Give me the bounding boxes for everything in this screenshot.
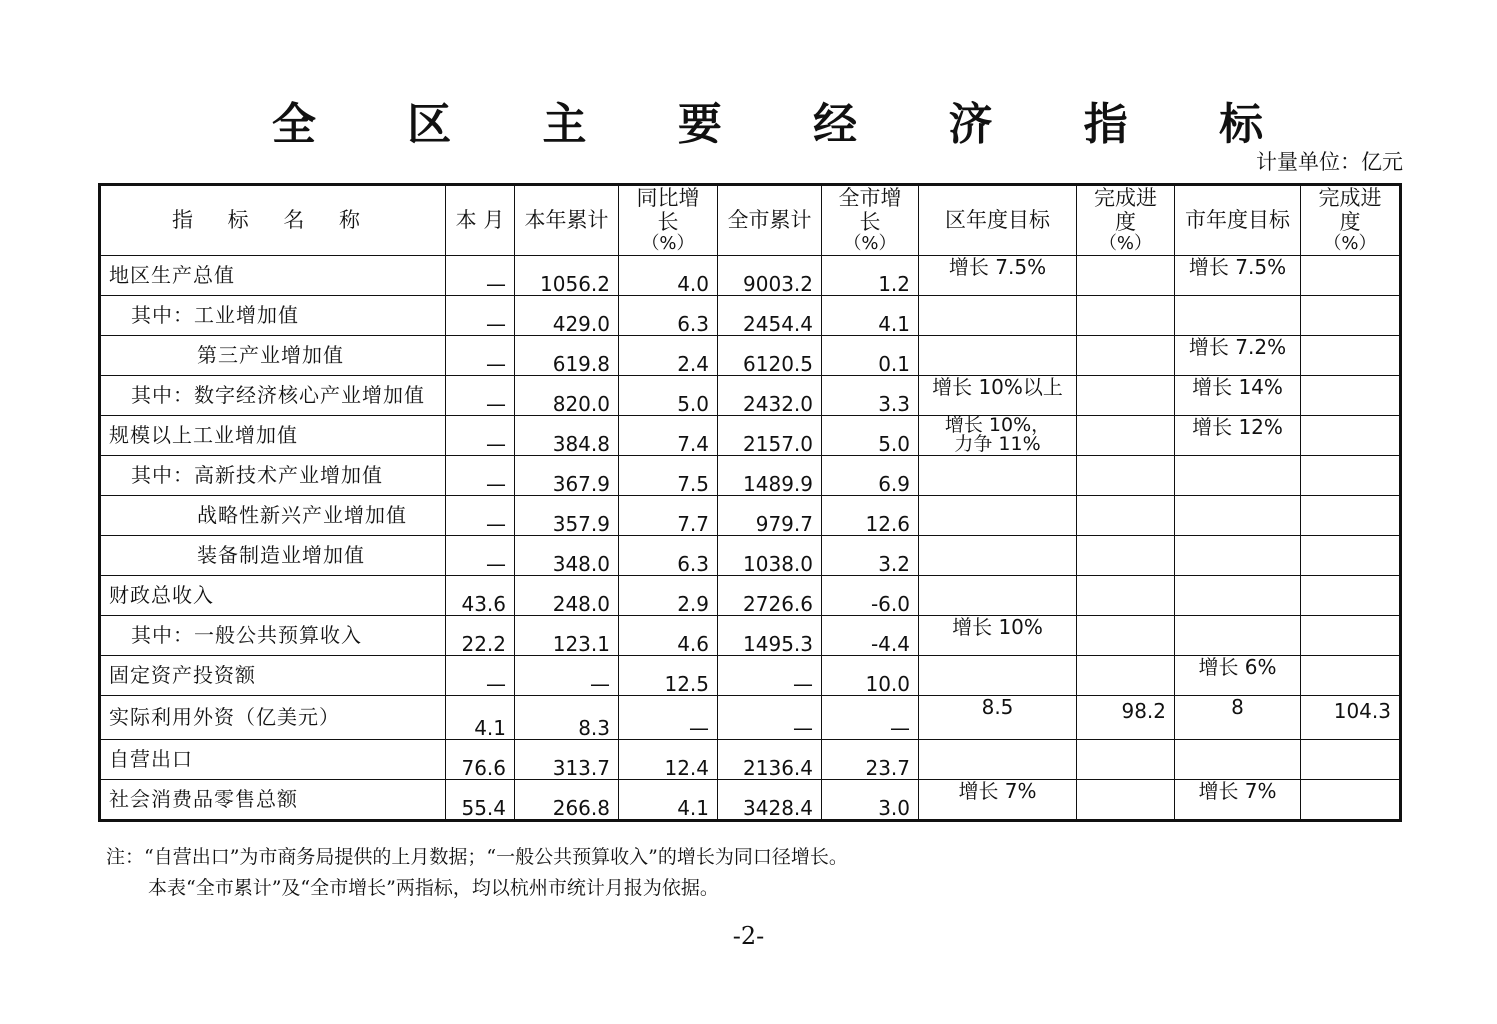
cell-district-progress bbox=[1077, 575, 1175, 615]
table-row bbox=[100, 375, 1401, 415]
cell-district-target bbox=[919, 335, 1077, 375]
cell-city-progress bbox=[1301, 655, 1401, 695]
row-name: 固定资产投资额 bbox=[100, 655, 446, 695]
cell-yoy: 6.3 bbox=[619, 535, 718, 575]
cell-month: 76.6 bbox=[446, 739, 515, 779]
cell-city-progress bbox=[1301, 335, 1401, 375]
table-row bbox=[100, 575, 1401, 615]
cell-ytd: 384.8 bbox=[515, 415, 619, 455]
cell-city-target bbox=[1175, 739, 1301, 779]
cell-district-progress bbox=[1077, 535, 1175, 575]
table-row bbox=[100, 295, 1401, 335]
cell-city-target bbox=[1175, 455, 1301, 495]
cell-city-target: 增长 7.2% bbox=[1175, 335, 1301, 375]
cell-city-ytd: 2136.4 bbox=[718, 739, 822, 779]
page-number: -2- bbox=[732, 922, 765, 950]
cell-ytd: 429.0 bbox=[515, 295, 619, 335]
cell-city-target bbox=[1175, 535, 1301, 575]
cell-month: — bbox=[446, 375, 515, 415]
cell-month: — bbox=[446, 335, 515, 375]
header-yoy-label: 同比增长 bbox=[636, 186, 700, 235]
cell-district-progress bbox=[1077, 615, 1175, 655]
cell-yoy: 2.4 bbox=[619, 335, 718, 375]
cell-yoy: 7.7 bbox=[619, 495, 718, 535]
cell-district-target bbox=[919, 295, 1077, 335]
cell-ytd: 8.3 bbox=[515, 695, 619, 739]
cell-city-growth: 3.0 bbox=[822, 779, 919, 820]
cell-district-progress bbox=[1077, 415, 1175, 455]
cell-city-ytd: 3428.4 bbox=[718, 779, 822, 820]
cell-yoy: 7.4 bbox=[619, 415, 718, 455]
cell-month: — bbox=[446, 255, 515, 295]
cell-district-target: 增长 7% bbox=[919, 779, 1077, 820]
cell-district-progress bbox=[1077, 455, 1175, 495]
cell-month: — bbox=[446, 295, 515, 335]
table-row bbox=[100, 335, 1401, 375]
cell-ytd: 123.1 bbox=[515, 615, 619, 655]
row-name: 社会消费品零售总额 bbox=[100, 779, 446, 820]
cell-city-progress bbox=[1301, 295, 1401, 335]
cell-city-target bbox=[1175, 295, 1301, 335]
cell-city-ytd: — bbox=[718, 695, 822, 739]
cell-month: 22.2 bbox=[446, 615, 515, 655]
header-district-progress-label: 完成进度 bbox=[1094, 186, 1157, 235]
row-name: 其中：一般公共预算收入 bbox=[100, 615, 446, 655]
table-row bbox=[100, 255, 1401, 295]
cell-ytd: 357.9 bbox=[515, 495, 619, 535]
cell-city-ytd: 2432.0 bbox=[718, 375, 822, 415]
cell-district-progress bbox=[1077, 655, 1175, 695]
row-name: 战略性新兴产业增加值 bbox=[100, 495, 446, 535]
cell-ytd: 266.8 bbox=[515, 779, 619, 820]
cell-city-progress bbox=[1301, 255, 1401, 295]
cell-city-target bbox=[1175, 615, 1301, 655]
row-name: 实际利用外资（亿美元） bbox=[100, 695, 446, 739]
cell-district-progress bbox=[1077, 739, 1175, 779]
cell-month: — bbox=[446, 495, 515, 535]
cell-city-growth: -6.0 bbox=[822, 575, 919, 615]
cell-district-progress bbox=[1077, 779, 1175, 820]
district-target-line1: 增长 10%， bbox=[944, 413, 1051, 436]
cell-city-target bbox=[1175, 575, 1301, 615]
header-city-progress-unit: （%） bbox=[1323, 233, 1377, 255]
cell-city-ytd: 2454.4 bbox=[718, 295, 822, 335]
cell-city-ytd: — bbox=[718, 655, 822, 695]
district-target-line2: 力争 11% bbox=[954, 432, 1041, 455]
header-city-ytd: 全市累计 bbox=[718, 185, 822, 256]
cell-yoy: 12.4 bbox=[619, 739, 718, 779]
cell-district-target: 8.5 bbox=[919, 695, 1077, 739]
cell-city-target: 增长 7% bbox=[1175, 779, 1301, 820]
cell-city-progress bbox=[1301, 455, 1401, 495]
cell-month: — bbox=[446, 655, 515, 695]
cell-district-progress bbox=[1077, 255, 1175, 295]
cell-yoy: 7.5 bbox=[619, 455, 718, 495]
row-name: 财政总收入 bbox=[100, 575, 446, 615]
cell-city-growth: — bbox=[822, 695, 919, 739]
cell-district-progress: 98.2 bbox=[1077, 695, 1175, 739]
cell-district-target: 增长 10% bbox=[919, 615, 1077, 655]
cell-month: 43.6 bbox=[446, 575, 515, 615]
header-ytd: 本年累计 bbox=[515, 185, 619, 256]
header-city-progress bbox=[1301, 185, 1401, 256]
table-row bbox=[100, 455, 1401, 495]
cell-city-growth: 6.9 bbox=[822, 455, 919, 495]
cell-city-growth: 3.3 bbox=[822, 375, 919, 415]
cell-city-target: 8 bbox=[1175, 695, 1301, 739]
cell-city-progress bbox=[1301, 739, 1401, 779]
cell-city-ytd: 2726.6 bbox=[718, 575, 822, 615]
cell-district-target: 增长 7.5% bbox=[919, 255, 1077, 295]
cell-month: 4.1 bbox=[446, 695, 515, 739]
table-row bbox=[100, 415, 1401, 455]
cell-district-target bbox=[919, 455, 1077, 495]
cell-yoy: 6.3 bbox=[619, 295, 718, 335]
footnote-1: 注：“自营出口”为市商务局提供的上月数据；“一般公共预算收入”的增长为同口径增长。 bbox=[106, 846, 848, 868]
cell-district-progress bbox=[1077, 295, 1175, 335]
cell-city-ytd: 1489.9 bbox=[718, 455, 822, 495]
cell-city-progress bbox=[1301, 495, 1401, 535]
header-name: 指 标 名 称 bbox=[100, 185, 446, 256]
cell-city-growth: -4.4 bbox=[822, 615, 919, 655]
cell-city-ytd: 2157.0 bbox=[718, 415, 822, 455]
cell-month: — bbox=[446, 455, 515, 495]
header-district-progress-unit: （%） bbox=[1098, 233, 1153, 255]
cell-city-growth: 12.6 bbox=[822, 495, 919, 535]
cell-city-target: 增长 14% bbox=[1175, 375, 1301, 415]
cell-city-growth: 10.0 bbox=[822, 655, 919, 695]
cell-month: — bbox=[446, 415, 515, 455]
row-name: 其中：高新技术产业增加值 bbox=[100, 455, 446, 495]
header-city-growth bbox=[822, 185, 919, 256]
cell-district-target bbox=[919, 535, 1077, 575]
cell-district-progress bbox=[1077, 495, 1175, 535]
cell-city-progress bbox=[1301, 535, 1401, 575]
cell-city-growth: 5.0 bbox=[822, 415, 919, 455]
table-row bbox=[100, 615, 1401, 655]
header-city-growth-label: 全市增长 bbox=[838, 186, 902, 235]
cell-ytd: 348.0 bbox=[515, 535, 619, 575]
table-row bbox=[100, 739, 1401, 779]
header-city-progress-label: 完成进度 bbox=[1318, 186, 1382, 235]
row-name: 自营出口 bbox=[100, 739, 446, 779]
cell-yoy: 4.0 bbox=[619, 255, 718, 295]
cell-ytd: 248.0 bbox=[515, 575, 619, 615]
cell-city-ytd: 1495.3 bbox=[718, 615, 822, 655]
row-name: 其中：数字经济核心产业增加值 bbox=[100, 375, 446, 415]
cell-yoy: 2.9 bbox=[619, 575, 718, 615]
table-row bbox=[100, 695, 1401, 739]
cell-yoy: 12.5 bbox=[619, 655, 718, 695]
cell-city-progress bbox=[1301, 615, 1401, 655]
cell-month: — bbox=[446, 535, 515, 575]
cell-district-target bbox=[919, 575, 1077, 615]
footnote-2: 本表“全市累计”及“全市增长”两指标，均以杭州市统计月报为依据。 bbox=[148, 877, 719, 899]
cell-city-ytd: 1038.0 bbox=[718, 535, 822, 575]
table-row bbox=[100, 655, 1401, 695]
cell-ytd: 367.9 bbox=[515, 455, 619, 495]
cell-city-growth: 23.7 bbox=[822, 739, 919, 779]
unit-label: 计量单位：亿元 bbox=[1256, 150, 1403, 174]
cell-ytd: 820.0 bbox=[515, 375, 619, 415]
cell-city-progress: 104.3 bbox=[1301, 695, 1401, 739]
cell-city-growth: 1.2 bbox=[822, 255, 919, 295]
cell-district-progress bbox=[1077, 335, 1175, 375]
header-yoy-unit: （%） bbox=[641, 233, 695, 255]
cell-city-progress bbox=[1301, 375, 1401, 415]
cell-city-progress bbox=[1301, 575, 1401, 615]
row-name: 其中：工业增加值 bbox=[100, 295, 446, 335]
row-name: 地区生产总值 bbox=[100, 255, 446, 295]
cell-city-ytd: 6120.5 bbox=[718, 335, 822, 375]
cell-yoy: — bbox=[619, 695, 718, 739]
cell-city-target: 增长 12% bbox=[1175, 415, 1301, 455]
header-month: 本 月 bbox=[446, 185, 515, 256]
header-city-growth-unit: （%） bbox=[843, 233, 897, 255]
page-title: 全 区 主 要 经 济 指 标 bbox=[271, 99, 1302, 150]
cell-district-target bbox=[919, 495, 1077, 535]
cell-month: 55.4 bbox=[446, 779, 515, 820]
table-row bbox=[100, 535, 1401, 575]
table-row bbox=[100, 779, 1401, 820]
cell-district-target bbox=[919, 739, 1077, 779]
row-name: 装备制造业增加值 bbox=[100, 535, 446, 575]
table-row bbox=[100, 495, 1401, 535]
cell-ytd: 1056.2 bbox=[515, 255, 619, 295]
cell-ytd: 619.8 bbox=[515, 335, 619, 375]
cell-ytd: — bbox=[515, 655, 619, 695]
cell-city-ytd: 9003.2 bbox=[718, 255, 822, 295]
header-district-progress bbox=[1077, 185, 1175, 256]
header-yoy bbox=[619, 185, 718, 256]
cell-yoy: 4.1 bbox=[619, 779, 718, 820]
header-city-target: 市年度目标 bbox=[1175, 185, 1301, 256]
cell-city-ytd: 979.7 bbox=[718, 495, 822, 535]
cell-city-progress bbox=[1301, 415, 1401, 455]
cell-district-target: 增长 10%以上 bbox=[919, 375, 1077, 415]
cell-district-target bbox=[919, 655, 1077, 695]
table-header-row bbox=[100, 185, 1401, 256]
cell-city-target: 增长 6% bbox=[1175, 655, 1301, 695]
header-district-target: 区年度目标 bbox=[919, 185, 1077, 256]
cell-city-target: 增长 7.5% bbox=[1175, 255, 1301, 295]
indicator-table bbox=[98, 183, 1402, 822]
row-name: 第三产业增加值 bbox=[100, 335, 446, 375]
cell-district-progress bbox=[1077, 375, 1175, 415]
cell-city-growth: 4.1 bbox=[822, 295, 919, 335]
cell-city-target bbox=[1175, 495, 1301, 535]
row-name: 规模以上工业增加值 bbox=[100, 415, 446, 455]
cell-city-growth: 3.2 bbox=[822, 535, 919, 575]
cell-city-progress bbox=[1301, 779, 1401, 820]
cell-city-growth: 0.1 bbox=[822, 335, 919, 375]
cell-district-target bbox=[919, 415, 1077, 455]
cell-ytd: 313.7 bbox=[515, 739, 619, 779]
cell-yoy: 5.0 bbox=[619, 375, 718, 415]
cell-yoy: 4.6 bbox=[619, 615, 718, 655]
